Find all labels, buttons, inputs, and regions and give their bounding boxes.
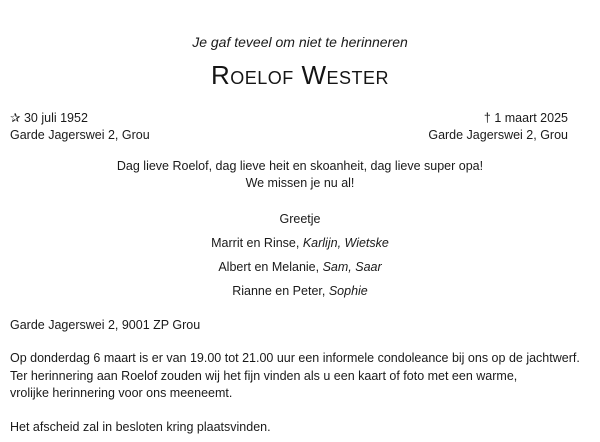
home-address: Garde Jagerswei 2, 9001 ZP Grou: [10, 318, 201, 332]
birth-date-line: [10, 110, 150, 127]
birth-date: 30 juli 1952: [23, 111, 88, 125]
grandchildren-names: Sophie: [328, 284, 368, 298]
grandchildren-names: Karlijn, Wietske: [302, 236, 389, 250]
farewell-message: [0, 158, 600, 192]
family-entry: [0, 234, 600, 258]
motto: Je gaf teveel om niet te herinneren: [192, 34, 408, 50]
parents-names: Marrit en Rinse,: [211, 236, 303, 250]
info-line: Op donderdag 6 maart is er van 19.00 tot 21.00 uur een informele condoleance bij ons op de jachtwerf.: [10, 351, 580, 365]
cross-icon: †: [483, 111, 491, 125]
deceased-name: Roelof Wester: [210, 60, 390, 90]
death-info: [428, 110, 568, 144]
grandchildren-names: Sam, Saar: [322, 260, 382, 274]
birth-info: [10, 110, 150, 144]
death-place: Garde Jagerswei 2, Grou: [428, 128, 568, 142]
farewell-line: Dag lieve Roelof, dag lieve heit en skoanheit, dag lieve super opa!: [116, 159, 484, 173]
parents-names: Albert en Melanie,: [218, 260, 323, 274]
death-date-line: [428, 110, 568, 127]
family-entry: [0, 258, 600, 282]
family-entry: [0, 282, 600, 306]
spouse-name: Greetje: [279, 212, 321, 226]
closing-note: Het afscheid zal in besloten kring plaatsvinden.: [10, 420, 271, 434]
farewell-line: We missen je nu al!: [245, 176, 355, 190]
birth-place: Garde Jagerswei 2, Grou: [10, 128, 150, 142]
star-icon: ✰: [10, 111, 21, 125]
family-list: [0, 210, 600, 306]
death-date: 1 maart 2025: [494, 111, 568, 125]
info-line: vrolijke herinnering voor ons meeneemt.: [10, 386, 233, 400]
condolence-info: [10, 350, 580, 403]
parents-names: Rianne en Peter,: [232, 284, 329, 298]
info-line: Ter herinnering aan Roelof zouden wij het fijn vinden als u een kaart of foto met een warme,: [10, 368, 518, 383]
